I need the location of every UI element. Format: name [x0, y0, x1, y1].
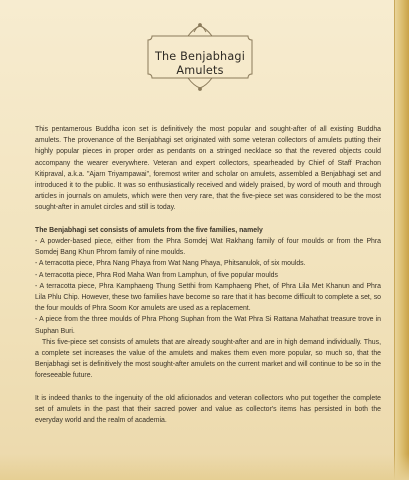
- family-item-2: - A terracotta piece, Phra Nang Phaya from Wat Nang Phaya, Phitsanulok, of six moulds.: [35, 260, 306, 268]
- title-line-1: The Benjabhagi: [154, 50, 246, 63]
- family-item-1: - A powder-based piece, either from the Phra Somdej Wat Rakhang family of four moulds or from the Phra Somdej Bang Khun Phrom family of nine moulds.: [35, 238, 381, 257]
- intro-paragraph: This pentamerous Buddha icon set is definitively the most popular and sought-after of all existing Buddha amulets. The provenance of the Benjabhagi set originated with some veteran collectors of amulets putting their highly popular pieces in proper order as pendants on a stringed necklace so that the revered objects could accompany the wearer everywhere. Veteran and expert collectors, spearheaded by Chief of Staff Prachon Kitipraval, a.k.a. "Ajarn Triyampawai", foremost writer and scholar on amulets, assembled a Benjabhagi set and introduced it to the public. It was so enthusiastically received and widely praised, by word of mouth and through articles in journals on amulets, which were then very rare, that the five-piece set was considered to be the most sought-after in amulet circles and still is today.: [35, 126, 381, 212]
- value-paragraph: This five-piece set consists of amulets that are already sought-after and are in high demand individually. Thus, a complete set increases the value of the amulets and makes them even more popular, so much so, that the Benjabhagi set is definitively the most sought-after amulets on the current market and will continue to be so in the foreseeable future.: [35, 338, 381, 380]
- bottom-shadow-band: [0, 454, 409, 480]
- family-item-4: - A terracotta piece, Phra Kamphaeng Thung Setthi from Kamphaeng Phet, of Phra Lila Met Khanun and Phra Lila Phlu Chip. However, these two families have become so rare that it has become difficult to complete a set, so the four moulds of Phra Soom Kor amulets are used as a replacement.: [35, 282, 381, 313]
- gold-edge-divider: [394, 0, 395, 480]
- page-title: [142, 50, 258, 78]
- article-body: [35, 124, 381, 438]
- title-line-2: Amulets: [176, 64, 224, 77]
- families-heading: The Benjabhagi set consists of amulets from the five families, namely: [35, 226, 263, 234]
- family-item-3: - A terracotta piece, Phra Rod Maha Wan from Lamphun, of five popular moulds: [35, 271, 278, 279]
- closing-paragraph: It is indeed thanks to the ingenuity of the old aficionados and veteran collectors who put together the complete set of amulets in the past that their sacred power and value as collector's items has persisted in both the everyday world and the realm of academia.: [35, 394, 381, 425]
- gold-page-edge: [395, 0, 409, 480]
- family-item-5: - A piece from the three moulds of Phra Phong Suphan from the Wat Phra Si Rattana Mahathat treasure trove in Suphan Buri.: [35, 316, 381, 335]
